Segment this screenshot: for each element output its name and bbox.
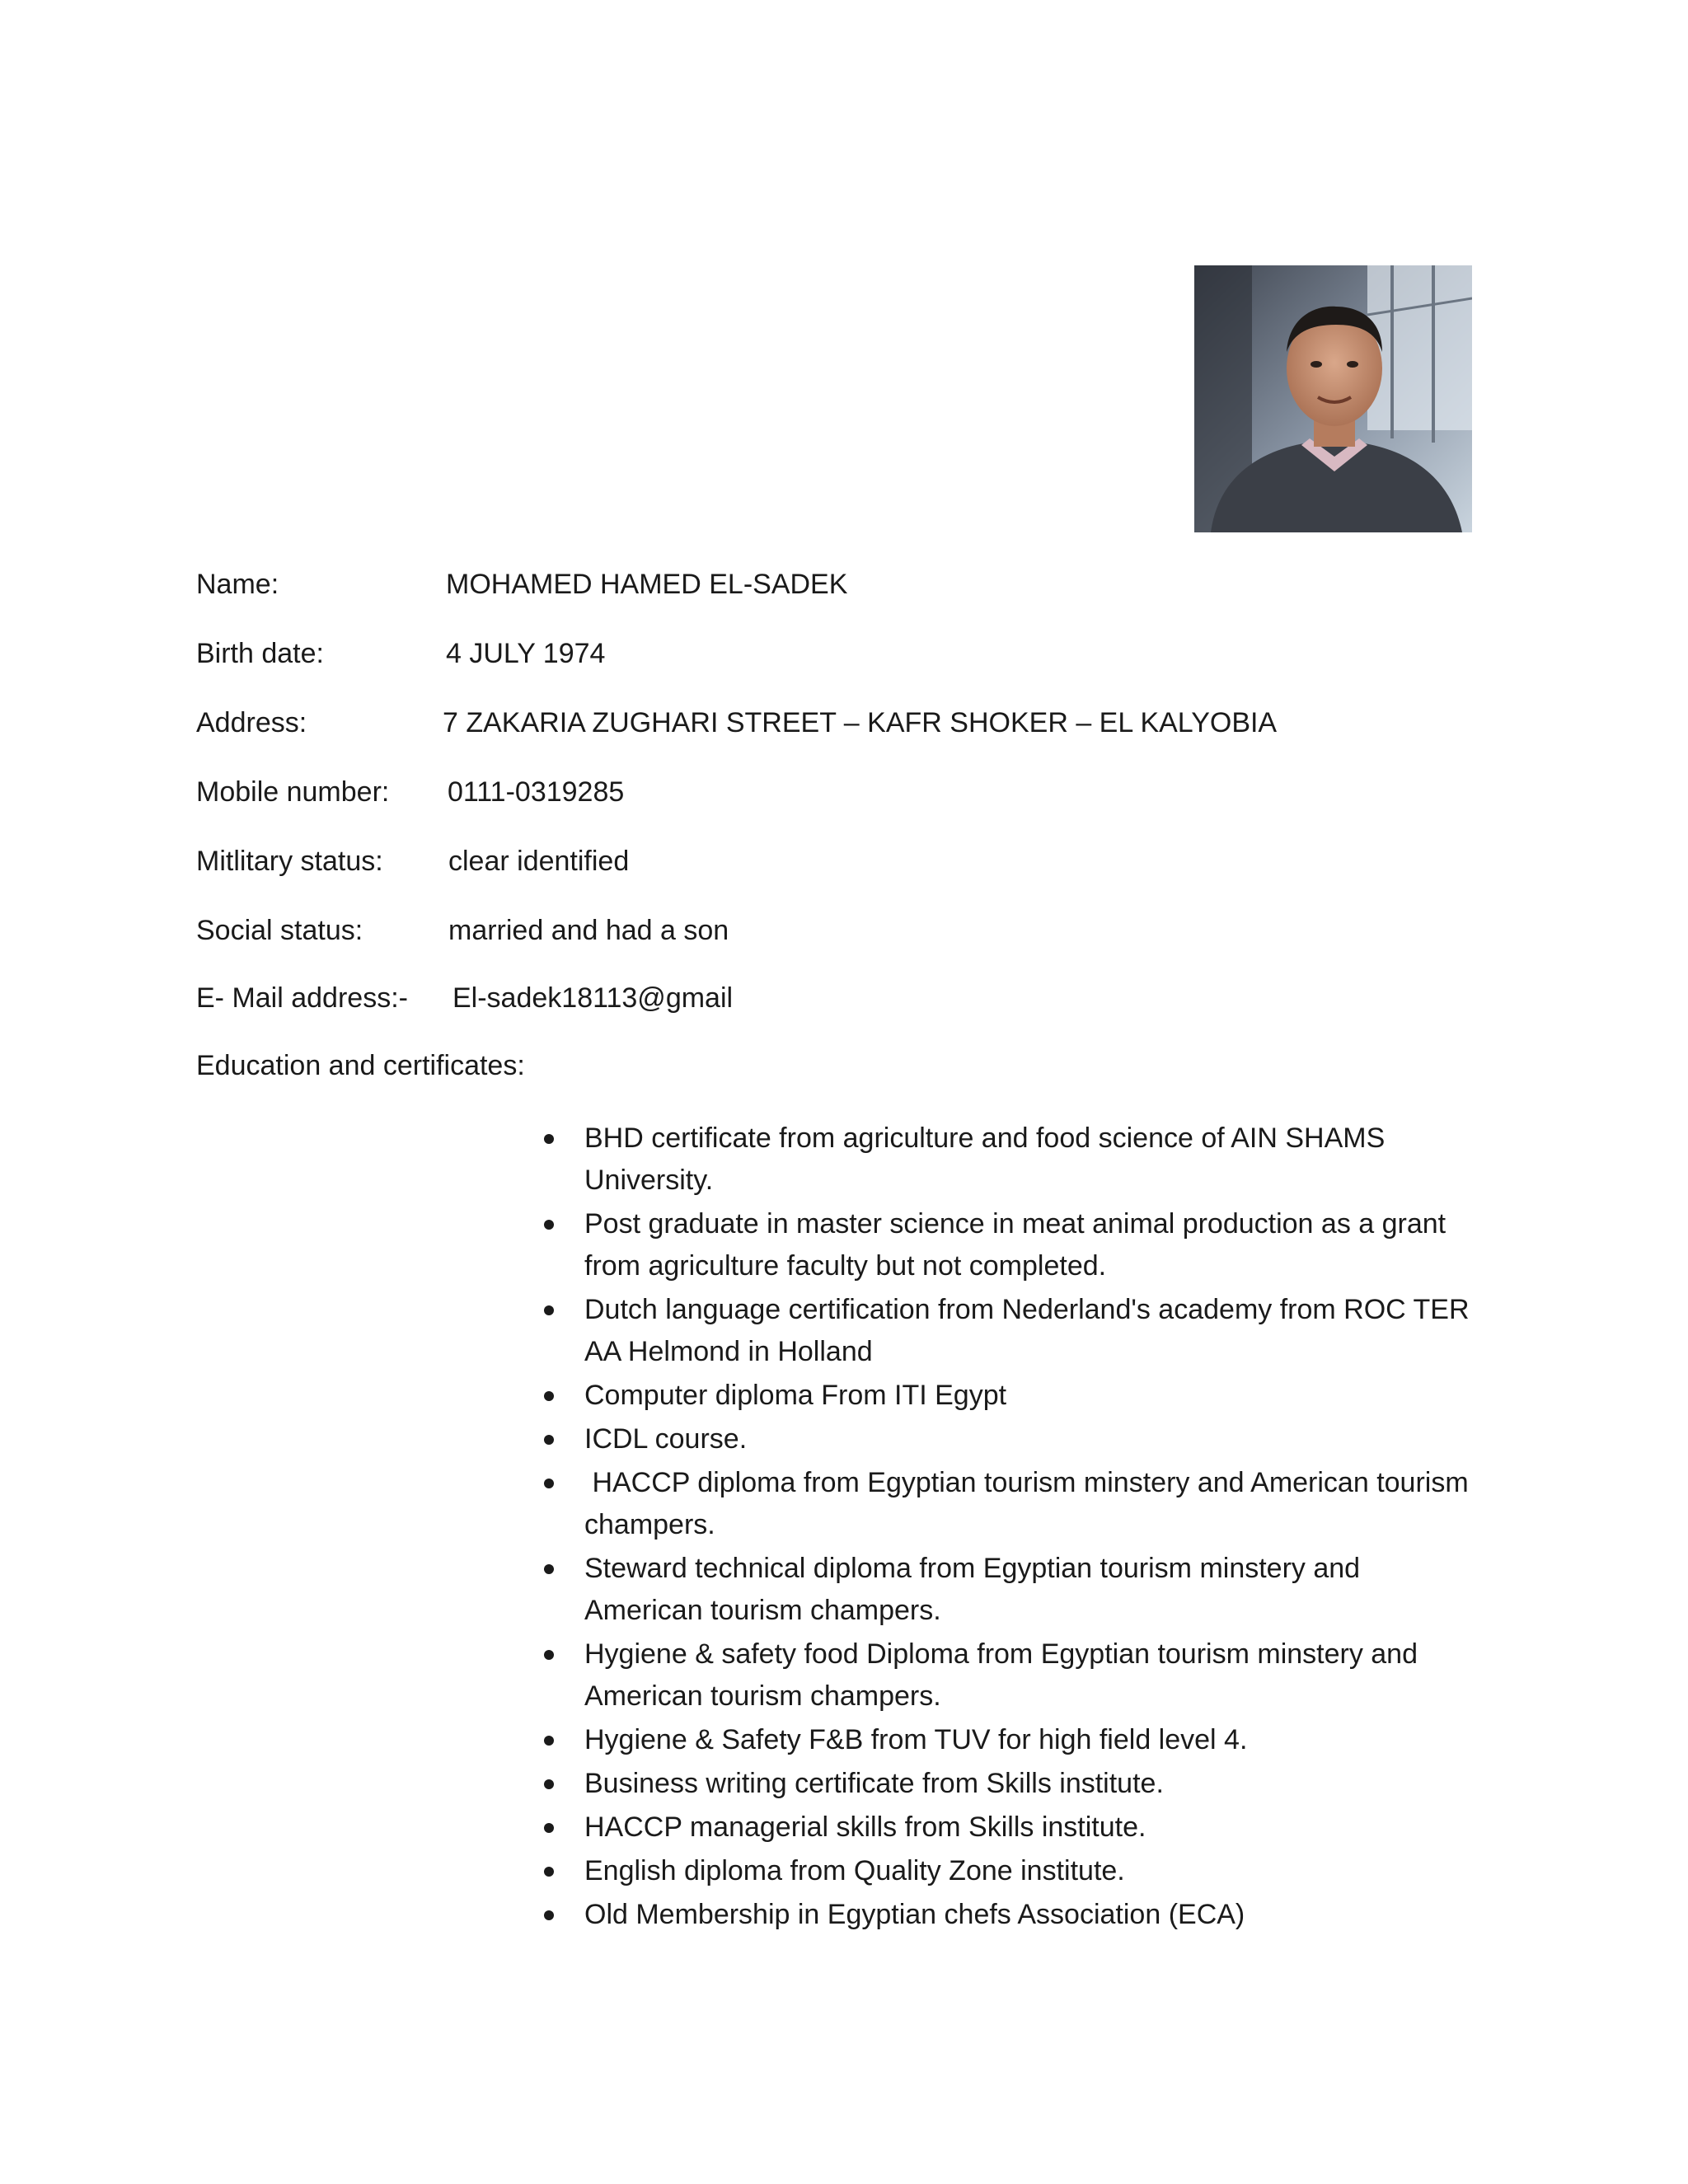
profile-photo-icon [1194,265,1472,532]
education-item-text: Old Membership in Egyptian chefs Association (ECA) [584,1899,1245,1930]
profile-photo [1194,265,1472,532]
bullet-icon [544,1305,554,1315]
list-item [544,1203,1475,1287]
social-status-label: Social status: [196,915,363,946]
list-item [544,1719,1475,1761]
education-item-text: Steward technical diploma from Egyptian tourism minstery and American tourism champers. [584,1553,1361,1626]
list-item [544,1289,1475,1373]
name-value: MOHAMED HAMED EL-SADEK [446,569,848,600]
email-label: E- Mail address:- [196,982,408,1014]
list-item [544,1375,1475,1417]
list-item [544,1894,1475,1936]
military-status-value: clear identified [448,846,630,877]
education-title: Education and certificates: [196,1050,525,1081]
bullet-icon [544,1479,554,1488]
education-item-text: Computer diploma From ITI Egypt [584,1380,1007,1411]
education-item-text: BHD certificate from agriculture and food science of AIN SHAMS University. [584,1122,1386,1196]
bullet-icon [544,1564,554,1574]
list-item [544,1418,1475,1460]
address-label: Address: [196,707,307,738]
education-item-text: Hygiene & Safety F&B from TUV for high field level 4. [584,1724,1248,1755]
education-item-text: HACCP diploma from Egyptian tourism minstery and American tourism champers. [584,1467,1477,1540]
education-item-text: Post graduate in master science in meat animal production as a grant from agriculture faculty but not completed. [584,1208,1447,1282]
email-value: El-sadek18113@gmail [452,982,734,1014]
birth-date-label: Birth date: [196,638,324,669]
bullet-icon [544,1134,554,1144]
bullet-icon [544,1435,554,1445]
name-label: Name: [196,569,279,600]
bullet-icon [544,1779,554,1789]
list-item [544,1633,1475,1718]
list-item [544,1462,1475,1546]
education-item-text: Business writing certificate from Skills institute. [584,1768,1164,1799]
education-item-text: English diploma from Quality Zone institute. [584,1855,1125,1886]
list-item [544,1118,1475,1202]
bullet-icon [544,1867,554,1877]
list-item [544,1807,1475,1849]
list-item [544,1763,1475,1805]
address-value: 7 ZAKARIA ZUGHARI STREET – KAFR SHOKER – EL KALYOBIA [443,707,1278,738]
list-item [544,1548,1475,1632]
education-item-text: Hygiene & safety food Diploma from Egyptian tourism minstery and American tourism champers. [584,1638,1418,1712]
bullet-icon [544,1823,554,1833]
bullet-icon [544,1650,554,1660]
bullet-icon [544,1220,554,1230]
education-list [544,1118,1475,1938]
mobile-value: 0111-0319285 [448,776,625,808]
education-item-text: Dutch language certification from Nederland's academy from ROC TER AA Helmond in Holland [584,1294,1470,1367]
bullet-icon [544,1391,554,1401]
social-status-value: married and had a son [448,915,729,946]
birth-date-value: 4 JULY 1974 [446,638,606,669]
bullet-icon [544,1910,554,1920]
education-item-text: ICDL course. [584,1423,748,1455]
mobile-label: Mobile number: [196,776,390,808]
education-item-text: HACCP managerial skills from Skills institute. [584,1811,1146,1843]
bullet-icon [544,1736,554,1746]
list-item [544,1850,1475,1892]
military-status-label: Mitlitary status: [196,846,383,877]
